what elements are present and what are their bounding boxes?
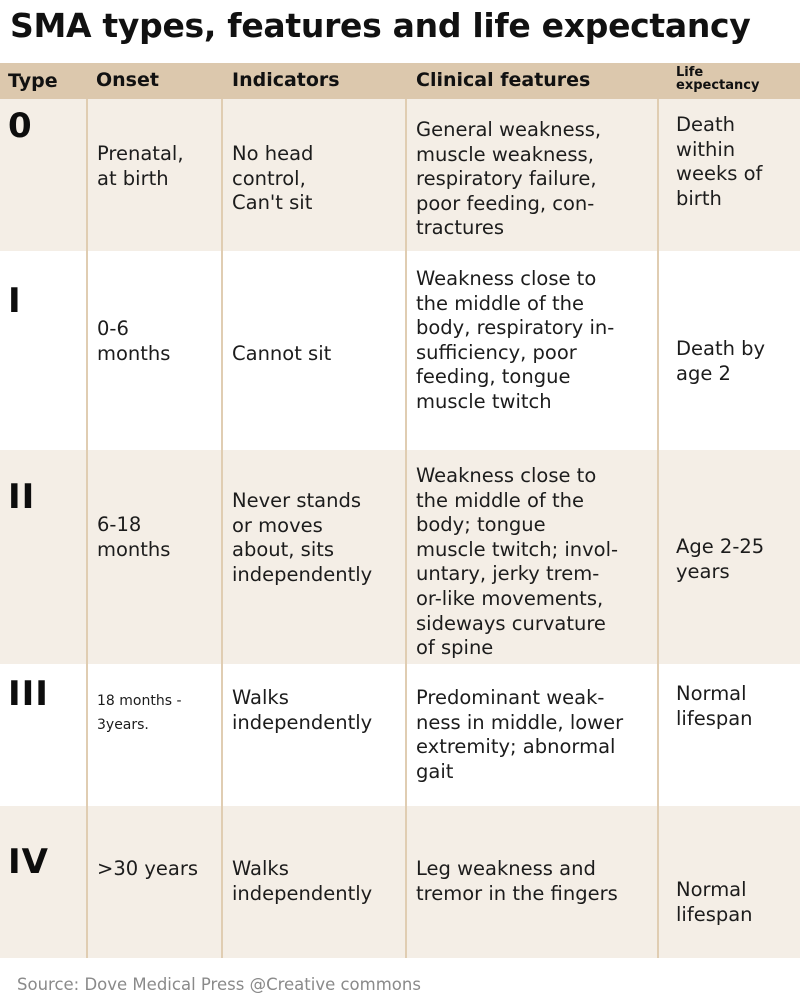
header-clinical-features: Clinical features — [416, 69, 591, 91]
clinical-features-cell: Leg weakness and tremor in the fingers — [416, 857, 618, 905]
life-expectancy-cell: Age 2-25 years — [676, 535, 765, 583]
onset-cell: 18 months - 3years. — [97, 693, 182, 733]
indicators-cell: Cannot sit — [232, 342, 332, 365]
indicators-cell: No head control, Can't sit — [232, 142, 314, 215]
type-cell: IV — [8, 842, 49, 882]
page-title: SMA types, features and life expectancy — [10, 6, 751, 45]
clinical-features-cell: Weakness close to the middle of the body; tongue muscle twitch; invol- untary, jerky trem- or-like movements, sideways curvature of spine — [416, 464, 619, 660]
life-expectancy-cell: Death within weeks of birth — [676, 113, 763, 210]
header-onset: Onset — [96, 69, 159, 91]
indicators-cell: Never stands or moves about, sits independently — [232, 489, 373, 586]
life-expectancy-cell: Death by age 2 — [676, 337, 766, 385]
table-header-row — [0, 63, 800, 99]
indicators-cell: Walks independently — [232, 857, 373, 905]
clinical-features-cell: Predominant weak- ness in middle, lower extremity; abnormal gait — [416, 686, 624, 783]
onset-cell: 6-18 months — [97, 513, 171, 561]
type-cell: II — [8, 477, 36, 517]
table-row — [0, 99, 800, 251]
type-cell: III — [8, 674, 49, 714]
sma-table — [0, 63, 800, 958]
indicators-cell: Walks independently — [232, 686, 373, 734]
onset-cell: 0-6 months — [97, 317, 171, 365]
life-expectancy-cell: Normal lifespan — [676, 682, 753, 730]
life-expectancy-cell: Normal lifespan — [676, 878, 753, 926]
clinical-features-cell: Weakness close to the middle of the body, respiratory in- sufficiency, poor feeding, tongue muscle twitch — [416, 267, 615, 413]
source-credit: Source: Dove Medical Press @Creative commons — [17, 975, 421, 994]
type-cell: 0 — [8, 106, 33, 146]
table-row — [0, 806, 800, 958]
table-row — [0, 251, 800, 450]
onset-cell: Prenatal, at birth — [97, 142, 184, 190]
header-type: Type — [8, 70, 58, 92]
header-indicators: Indicators — [232, 69, 340, 91]
clinical-features-cell: General weakness, muscle weakness, respiratory failure, poor feeding, con- tractures — [416, 118, 602, 240]
onset-cell: >30 years — [97, 857, 199, 880]
table-row — [0, 664, 800, 806]
table-row — [0, 450, 800, 664]
header-life-expectancy: Life expectancy — [676, 65, 760, 93]
type-cell: I — [8, 281, 22, 321]
